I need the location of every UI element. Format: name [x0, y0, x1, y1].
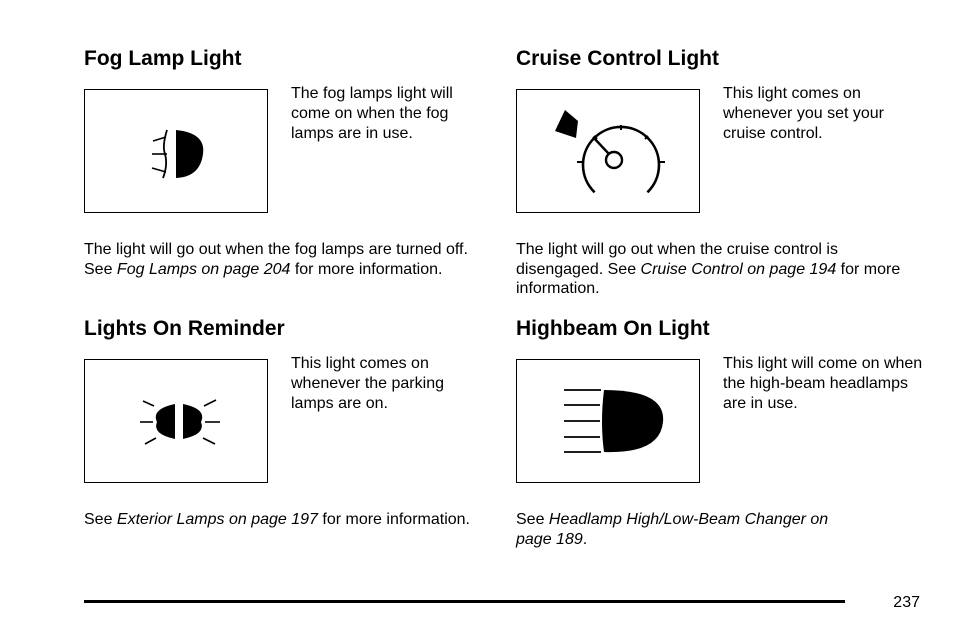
footer-rule: [84, 600, 845, 603]
section-description: This light will come on when the high-beam headlamps are in use.: [723, 355, 923, 412]
section-note: See Exterior Lamps on page 197 for more information.: [84, 511, 470, 528]
cruise-control-icon-box: [516, 89, 700, 213]
high-beam-icon: [517, 360, 701, 484]
section-note: The light will go out when the cruise control is disengaged. See Cruise Control on page 194 for more information.: [516, 241, 901, 297]
section-description: This light comes on whenever the parking lamps are on.: [291, 355, 444, 412]
fog-lamp-icon: [85, 90, 269, 214]
page-reference: Cruise Control on page 194: [640, 260, 837, 278]
page-number: 237: [893, 594, 920, 611]
section-note: See Headlamp High/Low-Beam Changer on page 189.: [516, 511, 829, 548]
section-heading: Lights On Reminder: [84, 317, 285, 340]
section-description: The fog lamps light will come on when the fog lamps are in use.: [291, 85, 453, 142]
section-heading: Cruise Control Light: [516, 47, 719, 70]
parking-lamps-icon: [85, 360, 269, 484]
section-heading: Highbeam On Light: [516, 317, 710, 340]
page-reference: Fog Lamps on page 204: [116, 260, 291, 278]
page-reference: Headlamp High/Low-Beam Changer on page 189: [516, 511, 829, 548]
cruise-control-icon: [517, 90, 701, 214]
page-reference: Exterior Lamps on page 197: [116, 511, 318, 528]
high-beam-icon-box: [516, 359, 700, 483]
section-heading: Fog Lamp Light: [84, 47, 242, 70]
section-description: This light comes on whenever you set your cruise control.: [723, 85, 884, 142]
fog-lamp-icon-box: [84, 89, 268, 213]
parking-lamps-icon-box: [84, 359, 268, 483]
section-note: The light will go out when the fog lamps are turned off. See Fog Lamps on page 204 for more information.: [84, 241, 468, 278]
